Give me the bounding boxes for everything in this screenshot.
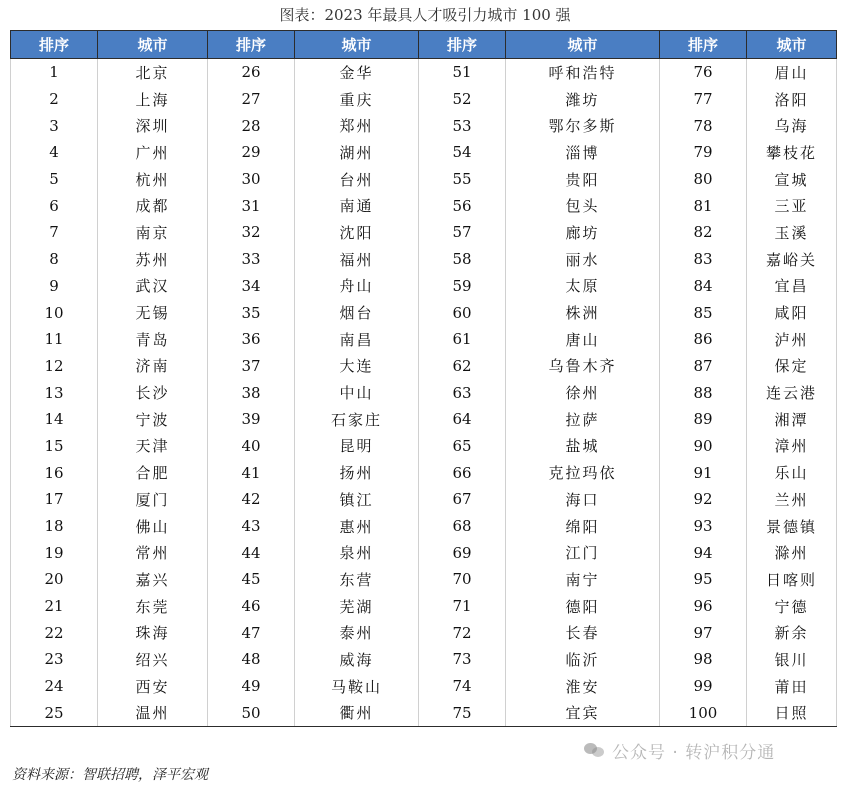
rank-cell: 32 [208, 219, 295, 246]
rank-cell: 62 [419, 353, 506, 380]
rank-cell: 73 [419, 646, 506, 673]
city-cell: 泉州 [295, 539, 419, 566]
city-cell: 唐山 [506, 326, 660, 353]
rank-cell: 92 [660, 486, 747, 513]
city-cell: 咸阳 [747, 299, 837, 326]
table-row [11, 700, 837, 727]
rank-cell: 51 [419, 59, 506, 86]
rank-cell: 80 [660, 166, 747, 193]
city-cell: 东营 [295, 566, 419, 593]
rank-cell: 65 [419, 433, 506, 460]
city-cell: 鄂尔多斯 [506, 112, 660, 139]
rank-cell: 24 [11, 673, 98, 700]
city-cell: 东莞 [98, 593, 208, 620]
table-row [11, 513, 837, 540]
city-cell: 滁州 [747, 539, 837, 566]
table-row [11, 566, 837, 593]
city-cell: 中山 [295, 379, 419, 406]
rank-cell: 48 [208, 646, 295, 673]
city-cell: 湖州 [295, 139, 419, 166]
table-row [11, 166, 837, 193]
rank-cell: 29 [208, 139, 295, 166]
rank-cell: 37 [208, 353, 295, 380]
rank-cell: 58 [419, 246, 506, 273]
city-cell: 杭州 [98, 166, 208, 193]
rank-cell: 72 [419, 619, 506, 646]
table-header-row [11, 31, 837, 59]
rank-cell: 100 [660, 700, 747, 727]
header-rank: 排序 [208, 31, 295, 59]
city-cell: 广州 [98, 139, 208, 166]
table-row [11, 219, 837, 246]
rank-cell: 99 [660, 673, 747, 700]
rank-cell: 84 [660, 273, 747, 300]
rank-cell: 56 [419, 192, 506, 219]
table-row [11, 326, 837, 353]
rank-cell: 45 [208, 566, 295, 593]
city-cell: 台州 [295, 166, 419, 193]
table-row [11, 112, 837, 139]
city-cell: 江门 [506, 539, 660, 566]
city-cell: 南昌 [295, 326, 419, 353]
rank-cell: 5 [11, 166, 98, 193]
rank-cell: 50 [208, 700, 295, 727]
city-ranking-table [10, 30, 837, 727]
rank-cell: 42 [208, 486, 295, 513]
city-cell: 马鞍山 [295, 673, 419, 700]
rank-cell: 75 [419, 700, 506, 727]
rank-cell: 17 [11, 486, 98, 513]
rank-cell: 8 [11, 246, 98, 273]
header-city: 城市 [747, 31, 837, 59]
table-row [11, 273, 837, 300]
rank-cell: 86 [660, 326, 747, 353]
city-cell: 济南 [98, 353, 208, 380]
city-cell: 三亚 [747, 192, 837, 219]
rank-cell: 31 [208, 192, 295, 219]
rank-cell: 18 [11, 513, 98, 540]
city-cell: 徐州 [506, 379, 660, 406]
rank-cell: 6 [11, 192, 98, 219]
rank-cell: 20 [11, 566, 98, 593]
city-cell: 淮安 [506, 673, 660, 700]
city-cell: 淄博 [506, 139, 660, 166]
rank-cell: 97 [660, 619, 747, 646]
city-cell: 眉山 [747, 59, 837, 86]
city-cell: 呼和浩特 [506, 59, 660, 86]
city-cell: 南通 [295, 192, 419, 219]
city-cell: 丽水 [506, 246, 660, 273]
city-cell: 温州 [98, 700, 208, 727]
watermark-text: 公众号 · 转沪积分通 [612, 742, 776, 763]
city-cell: 玉溪 [747, 219, 837, 246]
wechat-icon [584, 741, 606, 759]
city-cell: 郑州 [295, 112, 419, 139]
city-cell: 包头 [506, 192, 660, 219]
rank-cell: 46 [208, 593, 295, 620]
rank-cell: 90 [660, 433, 747, 460]
rank-cell: 85 [660, 299, 747, 326]
rank-cell: 89 [660, 406, 747, 433]
city-cell: 重庆 [295, 86, 419, 113]
city-cell: 攀枝花 [747, 139, 837, 166]
city-cell: 连云港 [747, 379, 837, 406]
rank-cell: 21 [11, 593, 98, 620]
city-cell: 威海 [295, 646, 419, 673]
city-cell: 福州 [295, 246, 419, 273]
city-cell: 金华 [295, 59, 419, 86]
table-row [11, 539, 837, 566]
city-cell: 泰州 [295, 619, 419, 646]
table-row [11, 139, 837, 166]
city-cell: 珠海 [98, 619, 208, 646]
city-cell: 烟台 [295, 299, 419, 326]
city-cell: 沈阳 [295, 219, 419, 246]
rank-cell: 14 [11, 406, 98, 433]
city-cell: 泸州 [747, 326, 837, 353]
city-cell: 保定 [747, 353, 837, 380]
rank-cell: 27 [208, 86, 295, 113]
rank-cell: 74 [419, 673, 506, 700]
rank-cell: 61 [419, 326, 506, 353]
city-cell: 昆明 [295, 433, 419, 460]
rank-cell: 94 [660, 539, 747, 566]
city-cell: 景德镇 [747, 513, 837, 540]
rank-cell: 15 [11, 433, 98, 460]
rank-cell: 38 [208, 379, 295, 406]
city-cell: 株洲 [506, 299, 660, 326]
city-cell: 绍兴 [98, 646, 208, 673]
rank-cell: 67 [419, 486, 506, 513]
table-row [11, 459, 837, 486]
city-cell: 宜昌 [747, 273, 837, 300]
rank-cell: 47 [208, 619, 295, 646]
city-cell: 舟山 [295, 273, 419, 300]
rank-cell: 3 [11, 112, 98, 139]
header-rank: 排序 [660, 31, 747, 59]
city-cell: 贵阳 [506, 166, 660, 193]
table-row [11, 593, 837, 620]
city-cell: 盐城 [506, 433, 660, 460]
city-cell: 南宁 [506, 566, 660, 593]
rank-cell: 77 [660, 86, 747, 113]
city-cell: 北京 [98, 59, 208, 86]
table-row [11, 192, 837, 219]
table-row [11, 486, 837, 513]
city-cell: 大连 [295, 353, 419, 380]
rank-cell: 41 [208, 459, 295, 486]
city-cell: 常州 [98, 539, 208, 566]
rank-cell: 55 [419, 166, 506, 193]
city-cell: 扬州 [295, 459, 419, 486]
rank-cell: 96 [660, 593, 747, 620]
rank-cell: 39 [208, 406, 295, 433]
city-cell: 惠州 [295, 513, 419, 540]
rank-cell: 23 [11, 646, 98, 673]
rank-cell: 54 [419, 139, 506, 166]
city-cell: 银川 [747, 646, 837, 673]
city-cell: 太原 [506, 273, 660, 300]
rank-cell: 70 [419, 566, 506, 593]
city-cell: 石家庄 [295, 406, 419, 433]
rank-cell: 34 [208, 273, 295, 300]
table-row [11, 406, 837, 433]
city-cell: 天津 [98, 433, 208, 460]
header-rank: 排序 [11, 31, 98, 59]
rank-cell: 66 [419, 459, 506, 486]
city-cell: 长春 [506, 619, 660, 646]
city-cell: 佛山 [98, 513, 208, 540]
city-cell: 德阳 [506, 593, 660, 620]
city-cell: 宁德 [747, 593, 837, 620]
city-cell: 日照 [747, 700, 837, 727]
city-cell: 潍坊 [506, 86, 660, 113]
rank-cell: 60 [419, 299, 506, 326]
city-cell: 克拉玛依 [506, 459, 660, 486]
city-cell: 湘潭 [747, 406, 837, 433]
city-cell: 宜宾 [506, 700, 660, 727]
rank-cell: 44 [208, 539, 295, 566]
rank-cell: 16 [11, 459, 98, 486]
rank-cell: 7 [11, 219, 98, 246]
rank-cell: 11 [11, 326, 98, 353]
rank-cell: 1 [11, 59, 98, 86]
city-cell: 兰州 [747, 486, 837, 513]
rank-cell: 87 [660, 353, 747, 380]
city-cell: 镇江 [295, 486, 419, 513]
city-cell: 拉萨 [506, 406, 660, 433]
city-cell: 绵阳 [506, 513, 660, 540]
rank-cell: 83 [660, 246, 747, 273]
table-title: 图表：2023 年最具人才吸引力城市 100 强 [279, 6, 571, 24]
rank-cell: 40 [208, 433, 295, 460]
city-cell: 南京 [98, 219, 208, 246]
city-cell: 苏州 [98, 246, 208, 273]
table-row [11, 619, 837, 646]
rank-cell: 88 [660, 379, 747, 406]
city-cell: 临沂 [506, 646, 660, 673]
header-city: 城市 [98, 31, 208, 59]
city-cell: 衢州 [295, 700, 419, 727]
rank-cell: 76 [660, 59, 747, 86]
rank-cell: 26 [208, 59, 295, 86]
city-cell: 嘉兴 [98, 566, 208, 593]
rank-cell: 12 [11, 353, 98, 380]
watermark [584, 736, 775, 764]
city-cell: 深圳 [98, 112, 208, 139]
rank-cell: 33 [208, 246, 295, 273]
city-cell: 嘉峪关 [747, 246, 837, 273]
city-cell: 上海 [98, 86, 208, 113]
rank-cell: 43 [208, 513, 295, 540]
rank-cell: 93 [660, 513, 747, 540]
city-cell: 乐山 [747, 459, 837, 486]
table-row [11, 299, 837, 326]
city-cell: 日喀则 [747, 566, 837, 593]
city-cell: 成都 [98, 192, 208, 219]
rank-cell: 10 [11, 299, 98, 326]
city-cell: 海口 [506, 486, 660, 513]
table-row [11, 673, 837, 700]
city-cell: 合肥 [98, 459, 208, 486]
rank-cell: 35 [208, 299, 295, 326]
table-body [11, 59, 837, 727]
city-cell: 宣城 [747, 166, 837, 193]
city-cell: 西安 [98, 673, 208, 700]
rank-cell: 4 [11, 139, 98, 166]
rank-cell: 69 [419, 539, 506, 566]
rank-cell: 82 [660, 219, 747, 246]
rank-cell: 9 [11, 273, 98, 300]
city-cell: 莆田 [747, 673, 837, 700]
city-cell: 洛阳 [747, 86, 837, 113]
rank-cell: 71 [419, 593, 506, 620]
rank-cell: 19 [11, 539, 98, 566]
city-cell: 长沙 [98, 379, 208, 406]
rank-cell: 53 [419, 112, 506, 139]
table-row [11, 646, 837, 673]
source-note: 资料来源：智联招聘，泽平宏观 [12, 767, 208, 783]
city-cell: 青岛 [98, 326, 208, 353]
rank-cell: 95 [660, 566, 747, 593]
city-cell: 芜湖 [295, 593, 419, 620]
rank-cell: 98 [660, 646, 747, 673]
rank-cell: 36 [208, 326, 295, 353]
city-cell: 新余 [747, 619, 837, 646]
rank-cell: 28 [208, 112, 295, 139]
table-row [11, 59, 837, 86]
rank-cell: 57 [419, 219, 506, 246]
table-row [11, 246, 837, 273]
city-cell: 乌海 [747, 112, 837, 139]
header-rank: 排序 [419, 31, 506, 59]
city-cell: 无锡 [98, 299, 208, 326]
rank-cell: 81 [660, 192, 747, 219]
rank-cell: 30 [208, 166, 295, 193]
rank-cell: 59 [419, 273, 506, 300]
rank-cell: 22 [11, 619, 98, 646]
city-cell: 漳州 [747, 433, 837, 460]
rank-cell: 79 [660, 139, 747, 166]
city-cell: 乌鲁木齐 [506, 353, 660, 380]
rank-cell: 49 [208, 673, 295, 700]
city-cell: 厦门 [98, 486, 208, 513]
rank-cell: 64 [419, 406, 506, 433]
rank-cell: 25 [11, 700, 98, 727]
rank-cell: 2 [11, 86, 98, 113]
rank-cell: 63 [419, 379, 506, 406]
table-row [11, 86, 837, 113]
city-cell: 廊坊 [506, 219, 660, 246]
rank-cell: 13 [11, 379, 98, 406]
city-cell: 宁波 [98, 406, 208, 433]
header-city: 城市 [295, 31, 419, 59]
header-city: 城市 [506, 31, 660, 59]
rank-cell: 91 [660, 459, 747, 486]
table-row [11, 379, 837, 406]
rank-cell: 68 [419, 513, 506, 540]
rank-cell: 52 [419, 86, 506, 113]
rank-cell: 78 [660, 112, 747, 139]
city-cell: 武汉 [98, 273, 208, 300]
table-row [11, 433, 837, 460]
table-row [11, 353, 837, 380]
